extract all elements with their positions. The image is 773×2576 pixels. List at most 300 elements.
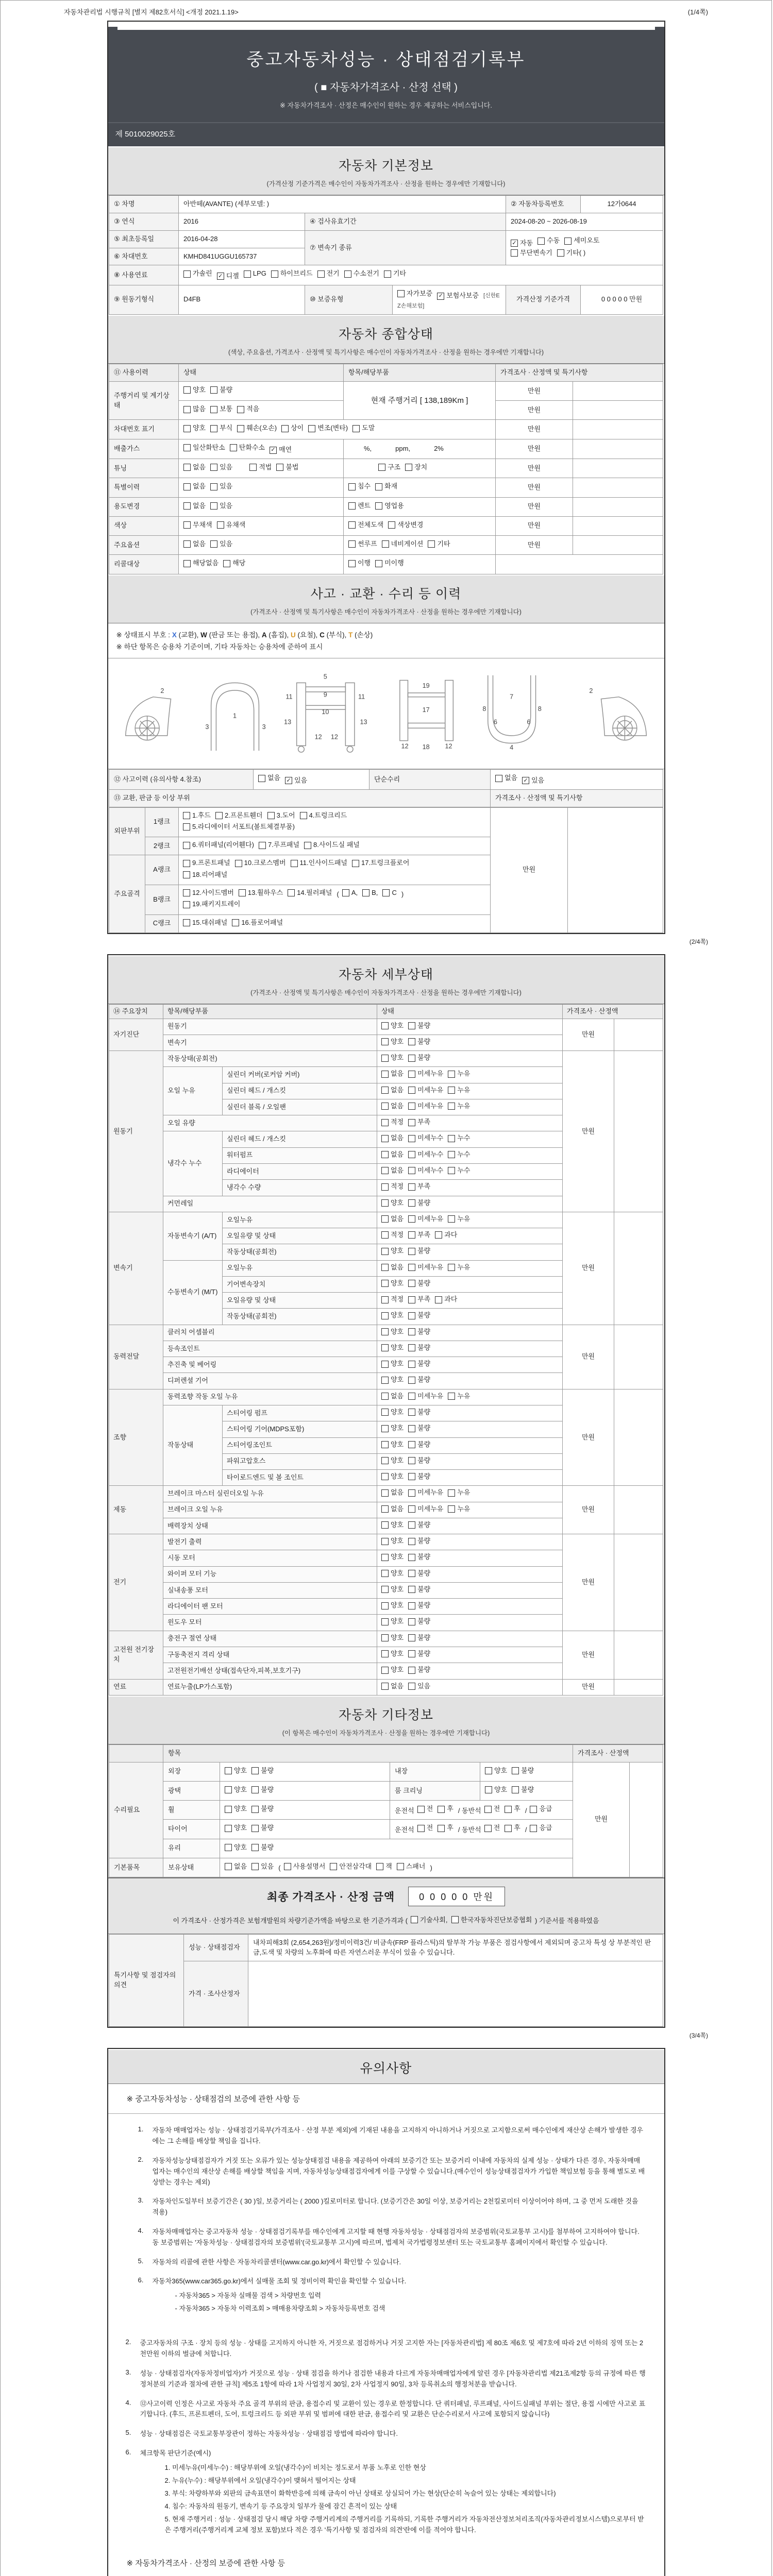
- checkbox-option[interactable]: [270, 445, 292, 455]
- checkbox-option[interactable]: [183, 900, 240, 909]
- checkbox-option[interactable]: [511, 239, 533, 248]
- unchecked-checkbox-icon[interactable]: [381, 1667, 389, 1674]
- unchecked-checkbox-icon[interactable]: [408, 1602, 415, 1609]
- checkbox-option[interactable]: [537, 236, 560, 246]
- checkbox-option[interactable]: [381, 1133, 404, 1143]
- checkbox-option[interactable]: [408, 1279, 430, 1289]
- unchecked-checkbox-icon[interactable]: [448, 1167, 455, 1174]
- checkbox-option[interactable]: [411, 1914, 448, 1924]
- unchecked-checkbox-icon[interactable]: [288, 889, 295, 896]
- unchecked-checkbox-icon[interactable]: [348, 560, 356, 567]
- checkbox-option[interactable]: [408, 1456, 430, 1466]
- unchecked-checkbox-icon[interactable]: [375, 560, 382, 567]
- checkbox-option[interactable]: [183, 501, 206, 511]
- checkbox-option[interactable]: [183, 918, 227, 928]
- checkbox-option[interactable]: [381, 1488, 404, 1498]
- unchecked-checkbox-icon[interactable]: [408, 1618, 415, 1625]
- checkbox-option[interactable]: [408, 1117, 430, 1127]
- checkbox-option[interactable]: [408, 1069, 443, 1079]
- checkbox-option[interactable]: [352, 858, 409, 868]
- checkbox-option[interactable]: [512, 1766, 534, 1776]
- checkbox-option[interactable]: [381, 1198, 404, 1208]
- checkbox-option[interactable]: [381, 1263, 404, 1273]
- checkbox-option[interactable]: [381, 1665, 404, 1675]
- checkbox-option[interactable]: [381, 1375, 404, 1385]
- unchecked-checkbox-icon[interactable]: [381, 1296, 389, 1303]
- checkbox-option[interactable]: [381, 1230, 404, 1240]
- unchecked-checkbox-icon[interactable]: [183, 871, 190, 878]
- checkbox-option[interactable]: [495, 773, 517, 783]
- unchecked-checkbox-icon[interactable]: [251, 1806, 259, 1813]
- unchecked-checkbox-icon[interactable]: [183, 540, 191, 548]
- unchecked-checkbox-icon[interactable]: [408, 1151, 415, 1158]
- checkbox-option[interactable]: [408, 1569, 430, 1579]
- checkbox-option[interactable]: [505, 1823, 520, 1833]
- unchecked-checkbox-icon[interactable]: [271, 270, 278, 278]
- checkbox-option[interactable]: [381, 1182, 404, 1192]
- unchecked-checkbox-icon[interactable]: [378, 464, 385, 471]
- unchecked-checkbox-icon[interactable]: [225, 1786, 232, 1793]
- unchecked-checkbox-icon[interactable]: [381, 1586, 389, 1593]
- unchecked-checkbox-icon[interactable]: [485, 1786, 492, 1793]
- unchecked-checkbox-icon[interactable]: [448, 1087, 455, 1094]
- unchecked-checkbox-icon[interactable]: [237, 406, 244, 413]
- unchecked-checkbox-icon[interactable]: [435, 1296, 442, 1303]
- unchecked-checkbox-icon[interactable]: [225, 1767, 232, 1774]
- checkbox-option[interactable]: [276, 463, 298, 472]
- checkbox-option[interactable]: [484, 1823, 500, 1833]
- checkbox-option[interactable]: [285, 776, 307, 786]
- checkbox-option[interactable]: [304, 840, 360, 850]
- checkbox-option[interactable]: [381, 1359, 404, 1369]
- unchecked-checkbox-icon[interactable]: [381, 1618, 389, 1625]
- unchecked-checkbox-icon[interactable]: [344, 270, 351, 278]
- checkbox-option[interactable]: [408, 1150, 443, 1160]
- unchecked-checkbox-icon[interactable]: [251, 1844, 259, 1851]
- unchecked-checkbox-icon[interactable]: [408, 1328, 415, 1335]
- unchecked-checkbox-icon[interactable]: [251, 1767, 259, 1774]
- checkbox-option[interactable]: [362, 888, 378, 898]
- checkbox-option[interactable]: [408, 1053, 430, 1063]
- checkbox-option[interactable]: [251, 1766, 274, 1776]
- unchecked-checkbox-icon[interactable]: [381, 1312, 389, 1319]
- checkbox-option[interactable]: [451, 1914, 532, 1924]
- checkbox-option[interactable]: [215, 811, 263, 821]
- unchecked-checkbox-icon[interactable]: [210, 483, 217, 490]
- checkbox-option[interactable]: [381, 1552, 404, 1562]
- unchecked-checkbox-icon[interactable]: [408, 1409, 415, 1416]
- unchecked-checkbox-icon[interactable]: [438, 1825, 445, 1832]
- unchecked-checkbox-icon[interactable]: [408, 1361, 415, 1368]
- checkbox-option[interactable]: [408, 1665, 430, 1675]
- unchecked-checkbox-icon[interactable]: [381, 1135, 389, 1142]
- checkbox-option[interactable]: [381, 1649, 404, 1659]
- unchecked-checkbox-icon[interactable]: [408, 1119, 415, 1126]
- unchecked-checkbox-icon[interactable]: [381, 1151, 389, 1158]
- checkbox-option[interactable]: [435, 1295, 457, 1304]
- checkbox-option[interactable]: [183, 482, 206, 492]
- unchecked-checkbox-icon[interactable]: [210, 540, 217, 548]
- unchecked-checkbox-icon[interactable]: [381, 1489, 389, 1497]
- checkbox-option[interactable]: [225, 1823, 247, 1833]
- unchecked-checkbox-icon[interactable]: [512, 1786, 519, 1793]
- unchecked-checkbox-icon[interactable]: [258, 775, 265, 782]
- unchecked-checkbox-icon[interactable]: [530, 1806, 537, 1813]
- checkbox-option[interactable]: [484, 1804, 500, 1814]
- checkbox-option[interactable]: [217, 272, 239, 281]
- unchecked-checkbox-icon[interactable]: [408, 1650, 415, 1657]
- unchecked-checkbox-icon[interactable]: [183, 444, 191, 451]
- checkbox-option[interactable]: [408, 1359, 430, 1369]
- checkbox-option[interactable]: [405, 463, 427, 472]
- unchecked-checkbox-icon[interactable]: [435, 1231, 442, 1239]
- checkbox-option[interactable]: [183, 385, 206, 395]
- unchecked-checkbox-icon[interactable]: [276, 464, 283, 471]
- unchecked-checkbox-icon[interactable]: [408, 1280, 415, 1287]
- checkbox-option[interactable]: [230, 443, 265, 453]
- checkbox-option[interactable]: [225, 1862, 247, 1872]
- unchecked-checkbox-icon[interactable]: [267, 812, 275, 819]
- unchecked-checkbox-icon[interactable]: [408, 1634, 415, 1641]
- unchecked-checkbox-icon[interactable]: [408, 1393, 415, 1400]
- checked-checkbox-icon[interactable]: ✓: [511, 240, 518, 247]
- unchecked-checkbox-icon[interactable]: [251, 1786, 259, 1793]
- checked-checkbox-icon[interactable]: ✓: [217, 273, 224, 280]
- checkbox-option[interactable]: [408, 1601, 430, 1611]
- unchecked-checkbox-icon[interactable]: [381, 1683, 389, 1690]
- checkbox-option[interactable]: [344, 269, 379, 279]
- unchecked-checkbox-icon[interactable]: [304, 842, 311, 849]
- checkbox-option[interactable]: [210, 501, 232, 511]
- unchecked-checkbox-icon[interactable]: [408, 1457, 415, 1464]
- checkbox-option[interactable]: [408, 1408, 430, 1417]
- unchecked-checkbox-icon[interactable]: [381, 1505, 389, 1513]
- unchecked-checkbox-icon[interactable]: [239, 889, 246, 896]
- checkbox-option[interactable]: [381, 1311, 404, 1320]
- checkbox-option[interactable]: [408, 1392, 443, 1401]
- checkbox-option[interactable]: [381, 1295, 404, 1304]
- unchecked-checkbox-icon[interactable]: [183, 812, 190, 819]
- checkbox-option[interactable]: [183, 558, 219, 568]
- unchecked-checkbox-icon[interactable]: [408, 1667, 415, 1674]
- checkbox-option[interactable]: [512, 1785, 534, 1795]
- unchecked-checkbox-icon[interactable]: [381, 1071, 389, 1078]
- unchecked-checkbox-icon[interactable]: [183, 521, 191, 529]
- checkbox-option[interactable]: [408, 1552, 430, 1562]
- unchecked-checkbox-icon[interactable]: [408, 1264, 415, 1271]
- unchecked-checkbox-icon[interactable]: [352, 425, 360, 432]
- unchecked-checkbox-icon[interactable]: [381, 1393, 389, 1400]
- checkbox-option[interactable]: [210, 423, 232, 433]
- checked-checkbox-icon[interactable]: ✓: [437, 293, 444, 300]
- unchecked-checkbox-icon[interactable]: [448, 1071, 455, 1078]
- unchecked-checkbox-icon[interactable]: [381, 1055, 389, 1062]
- unchecked-checkbox-icon[interactable]: [183, 889, 190, 896]
- unchecked-checkbox-icon[interactable]: [381, 1521, 389, 1529]
- unchecked-checkbox-icon[interactable]: [183, 919, 190, 926]
- unchecked-checkbox-icon[interactable]: [362, 889, 369, 896]
- checkbox-option[interactable]: [239, 888, 283, 898]
- checkbox-option[interactable]: [210, 539, 232, 549]
- unchecked-checkbox-icon[interactable]: [428, 540, 435, 548]
- unchecked-checkbox-icon[interactable]: [448, 1264, 455, 1271]
- checkbox-option[interactable]: [408, 1021, 430, 1031]
- unchecked-checkbox-icon[interactable]: [408, 1425, 415, 1432]
- checkbox-option[interactable]: [408, 1101, 443, 1111]
- unchecked-checkbox-icon[interactable]: [408, 1167, 415, 1174]
- checkbox-option[interactable]: [381, 1327, 404, 1337]
- checkbox-option[interactable]: [408, 1230, 430, 1240]
- unchecked-checkbox-icon[interactable]: [408, 1087, 415, 1094]
- checkbox-option[interactable]: [381, 1246, 404, 1256]
- unchecked-checkbox-icon[interactable]: [183, 560, 191, 567]
- checkbox-option[interactable]: [381, 1617, 404, 1626]
- checkbox-option[interactable]: [448, 1069, 470, 1079]
- unchecked-checkbox-icon[interactable]: [183, 842, 190, 849]
- unchecked-checkbox-icon[interactable]: [408, 1183, 415, 1191]
- checkbox-option[interactable]: [408, 1037, 430, 1047]
- checkbox-option[interactable]: [259, 840, 299, 850]
- checkbox-option[interactable]: [485, 1785, 507, 1795]
- checkbox-option[interactable]: [381, 1021, 404, 1031]
- checkbox-option[interactable]: [375, 501, 404, 511]
- checkbox-option[interactable]: [271, 269, 313, 279]
- checkbox-option[interactable]: [381, 1536, 404, 1546]
- checkbox-option[interactable]: [408, 1295, 430, 1304]
- checkbox-option[interactable]: [183, 888, 234, 898]
- unchecked-checkbox-icon[interactable]: [384, 270, 391, 278]
- checkbox-option[interactable]: [288, 888, 332, 898]
- checkbox-option[interactable]: [388, 520, 423, 530]
- unchecked-checkbox-icon[interactable]: [408, 1683, 415, 1690]
- checkbox-option[interactable]: [448, 1504, 470, 1514]
- checkbox-option[interactable]: [557, 248, 585, 258]
- checkbox-option[interactable]: [381, 1279, 404, 1289]
- checkbox-option[interactable]: [448, 1488, 470, 1498]
- checkbox-option[interactable]: [408, 1086, 443, 1095]
- unchecked-checkbox-icon[interactable]: [381, 1087, 389, 1094]
- checkbox-option[interactable]: [237, 423, 277, 433]
- checkbox-option[interactable]: [225, 1843, 247, 1853]
- unchecked-checkbox-icon[interactable]: [448, 1215, 455, 1223]
- unchecked-checkbox-icon[interactable]: [381, 1409, 389, 1416]
- checkbox-option[interactable]: [381, 1408, 404, 1417]
- checkbox-option[interactable]: [408, 1682, 430, 1691]
- unchecked-checkbox-icon[interactable]: [408, 1022, 415, 1029]
- unchecked-checkbox-icon[interactable]: [411, 1916, 418, 1923]
- checkbox-option[interactable]: [348, 501, 371, 511]
- unchecked-checkbox-icon[interactable]: [408, 1586, 415, 1593]
- checkbox-option[interactable]: [381, 1101, 404, 1111]
- unchecked-checkbox-icon[interactable]: [308, 425, 315, 432]
- unchecked-checkbox-icon[interactable]: [408, 1296, 415, 1303]
- checkbox-option[interactable]: [408, 1440, 430, 1450]
- unchecked-checkbox-icon[interactable]: [235, 860, 242, 867]
- unchecked-checkbox-icon[interactable]: [408, 1135, 415, 1142]
- checkbox-option[interactable]: [381, 1472, 404, 1482]
- checkbox-option[interactable]: [183, 539, 206, 549]
- unchecked-checkbox-icon[interactable]: [484, 1806, 492, 1813]
- checkbox-option[interactable]: [485, 1766, 507, 1776]
- unchecked-checkbox-icon[interactable]: [408, 1538, 415, 1545]
- checkbox-option[interactable]: [251, 1823, 274, 1833]
- unchecked-checkbox-icon[interactable]: [210, 502, 217, 510]
- unchecked-checkbox-icon[interactable]: [381, 1538, 389, 1545]
- checkbox-option[interactable]: [381, 1214, 404, 1224]
- checkbox-option[interactable]: [448, 1101, 470, 1111]
- checkbox-option[interactable]: [225, 1804, 247, 1814]
- unchecked-checkbox-icon[interactable]: [225, 1844, 232, 1851]
- unchecked-checkbox-icon[interactable]: [281, 425, 289, 432]
- checkbox-option[interactable]: [342, 888, 358, 898]
- checkbox-option[interactable]: [210, 385, 232, 395]
- unchecked-checkbox-icon[interactable]: [342, 889, 349, 896]
- unchecked-checkbox-icon[interactable]: [448, 1393, 455, 1400]
- unchecked-checkbox-icon[interactable]: [244, 270, 251, 278]
- checkbox-option[interactable]: [348, 520, 383, 530]
- checkbox-option[interactable]: [183, 423, 206, 433]
- checkbox-option[interactable]: [376, 1862, 392, 1872]
- unchecked-checkbox-icon[interactable]: [505, 1825, 512, 1832]
- unchecked-checkbox-icon[interactable]: [375, 483, 382, 490]
- unchecked-checkbox-icon[interactable]: [408, 1231, 415, 1239]
- unchecked-checkbox-icon[interactable]: [397, 290, 405, 297]
- unchecked-checkbox-icon[interactable]: [381, 1328, 389, 1335]
- checkbox-option[interactable]: [381, 1053, 404, 1063]
- unchecked-checkbox-icon[interactable]: [408, 1312, 415, 1319]
- unchecked-checkbox-icon[interactable]: [300, 812, 307, 819]
- checkbox-option[interactable]: [225, 1785, 247, 1795]
- checkbox-option[interactable]: [448, 1166, 470, 1176]
- checkbox-option[interactable]: [564, 236, 599, 246]
- unchecked-checkbox-icon[interactable]: [232, 919, 239, 926]
- checkbox-option[interactable]: [381, 1166, 404, 1176]
- unchecked-checkbox-icon[interactable]: [348, 521, 356, 529]
- checkbox-option[interactable]: [408, 1263, 443, 1273]
- unchecked-checkbox-icon[interactable]: [381, 1425, 389, 1432]
- unchecked-checkbox-icon[interactable]: [408, 1344, 415, 1351]
- checkbox-option[interactable]: [348, 482, 371, 492]
- checkbox-option[interactable]: [258, 773, 280, 783]
- unchecked-checkbox-icon[interactable]: [381, 1119, 389, 1126]
- checkbox-option[interactable]: [381, 1423, 404, 1433]
- unchecked-checkbox-icon[interactable]: [291, 860, 298, 867]
- checkbox-option[interactable]: [408, 1198, 430, 1208]
- checkbox-option[interactable]: [382, 539, 424, 549]
- checkbox-option[interactable]: [348, 539, 377, 549]
- checkbox-option[interactable]: [408, 1649, 430, 1659]
- unchecked-checkbox-icon[interactable]: [448, 1135, 455, 1142]
- checkbox-option[interactable]: [408, 1182, 430, 1192]
- unchecked-checkbox-icon[interactable]: [348, 483, 356, 490]
- checkbox-option[interactable]: [183, 840, 254, 850]
- checkbox-option[interactable]: [217, 520, 246, 530]
- unchecked-checkbox-icon[interactable]: [183, 425, 191, 432]
- checkbox-option[interactable]: [284, 1862, 326, 1872]
- unchecked-checkbox-icon[interactable]: [230, 444, 237, 451]
- checkbox-option[interactable]: [381, 1456, 404, 1466]
- unchecked-checkbox-icon[interactable]: [381, 1183, 389, 1191]
- checked-checkbox-icon[interactable]: ✓: [285, 777, 292, 784]
- unchecked-checkbox-icon[interactable]: [408, 1505, 415, 1513]
- checkbox-option[interactable]: [251, 1785, 274, 1795]
- checkbox-option[interactable]: [408, 1536, 430, 1546]
- unchecked-checkbox-icon[interactable]: [251, 1863, 259, 1870]
- checkbox-option[interactable]: [352, 423, 375, 433]
- checkbox-option[interactable]: [408, 1633, 430, 1643]
- checkbox-option[interactable]: [317, 269, 340, 279]
- unchecked-checkbox-icon[interactable]: [259, 842, 266, 849]
- checkbox-option[interactable]: [183, 822, 295, 832]
- checkbox-option[interactable]: [235, 858, 286, 868]
- checkbox-option[interactable]: [382, 888, 396, 898]
- unchecked-checkbox-icon[interactable]: [397, 1863, 404, 1870]
- unchecked-checkbox-icon[interactable]: [352, 860, 359, 867]
- unchecked-checkbox-icon[interactable]: [381, 1248, 389, 1255]
- checkbox-option[interactable]: [183, 443, 225, 453]
- unchecked-checkbox-icon[interactable]: [217, 521, 224, 529]
- checkbox-option[interactable]: [225, 1766, 247, 1776]
- unchecked-checkbox-icon[interactable]: [495, 775, 502, 782]
- unchecked-checkbox-icon[interactable]: [348, 502, 356, 510]
- unchecked-checkbox-icon[interactable]: [375, 502, 382, 510]
- unchecked-checkbox-icon[interactable]: [417, 1806, 425, 1813]
- checkbox-option[interactable]: [448, 1133, 470, 1143]
- checkbox-option[interactable]: [397, 1862, 426, 1872]
- unchecked-checkbox-icon[interactable]: [381, 1570, 389, 1577]
- unchecked-checkbox-icon[interactable]: [382, 889, 390, 896]
- checkbox-option[interactable]: [435, 1230, 457, 1240]
- checkbox-option[interactable]: [530, 1823, 552, 1833]
- checkbox-option[interactable]: [408, 1423, 430, 1433]
- checkbox-option[interactable]: [183, 870, 227, 880]
- checkbox-option[interactable]: [381, 1569, 404, 1579]
- unchecked-checkbox-icon[interactable]: [183, 901, 190, 908]
- unchecked-checkbox-icon[interactable]: [408, 1521, 415, 1529]
- unchecked-checkbox-icon[interactable]: [448, 1151, 455, 1158]
- checkbox-option[interactable]: [448, 1392, 470, 1401]
- unchecked-checkbox-icon[interactable]: [448, 1103, 455, 1110]
- unchecked-checkbox-icon[interactable]: [505, 1806, 512, 1813]
- unchecked-checkbox-icon[interactable]: [408, 1377, 415, 1384]
- unchecked-checkbox-icon[interactable]: [183, 502, 191, 510]
- checkbox-option[interactable]: [348, 558, 371, 568]
- unchecked-checkbox-icon[interactable]: [210, 406, 217, 413]
- unchecked-checkbox-icon[interactable]: [448, 1489, 455, 1497]
- checkbox-option[interactable]: [308, 423, 348, 433]
- checkbox-option[interactable]: [408, 1504, 443, 1514]
- unchecked-checkbox-icon[interactable]: [183, 823, 190, 831]
- checkbox-option[interactable]: [381, 1682, 404, 1691]
- unchecked-checkbox-icon[interactable]: [408, 1038, 415, 1045]
- checkbox-option[interactable]: [251, 1843, 274, 1853]
- unchecked-checkbox-icon[interactable]: [381, 1361, 389, 1368]
- checkbox-option[interactable]: [408, 1311, 430, 1320]
- unchecked-checkbox-icon[interactable]: [408, 1554, 415, 1561]
- unchecked-checkbox-icon[interactable]: [381, 1650, 389, 1657]
- unchecked-checkbox-icon[interactable]: [381, 1344, 389, 1351]
- checkbox-option[interactable]: [381, 1504, 404, 1514]
- checkbox-option[interactable]: [448, 1086, 470, 1095]
- unchecked-checkbox-icon[interactable]: [210, 464, 217, 471]
- checkbox-option[interactable]: [417, 1823, 433, 1833]
- checkbox-option[interactable]: [408, 1520, 430, 1530]
- unchecked-checkbox-icon[interactable]: [408, 1570, 415, 1577]
- checkbox-option[interactable]: [378, 463, 400, 472]
- unchecked-checkbox-icon[interactable]: [381, 1167, 389, 1174]
- unchecked-checkbox-icon[interactable]: [284, 1863, 291, 1870]
- unchecked-checkbox-icon[interactable]: [451, 1916, 459, 1923]
